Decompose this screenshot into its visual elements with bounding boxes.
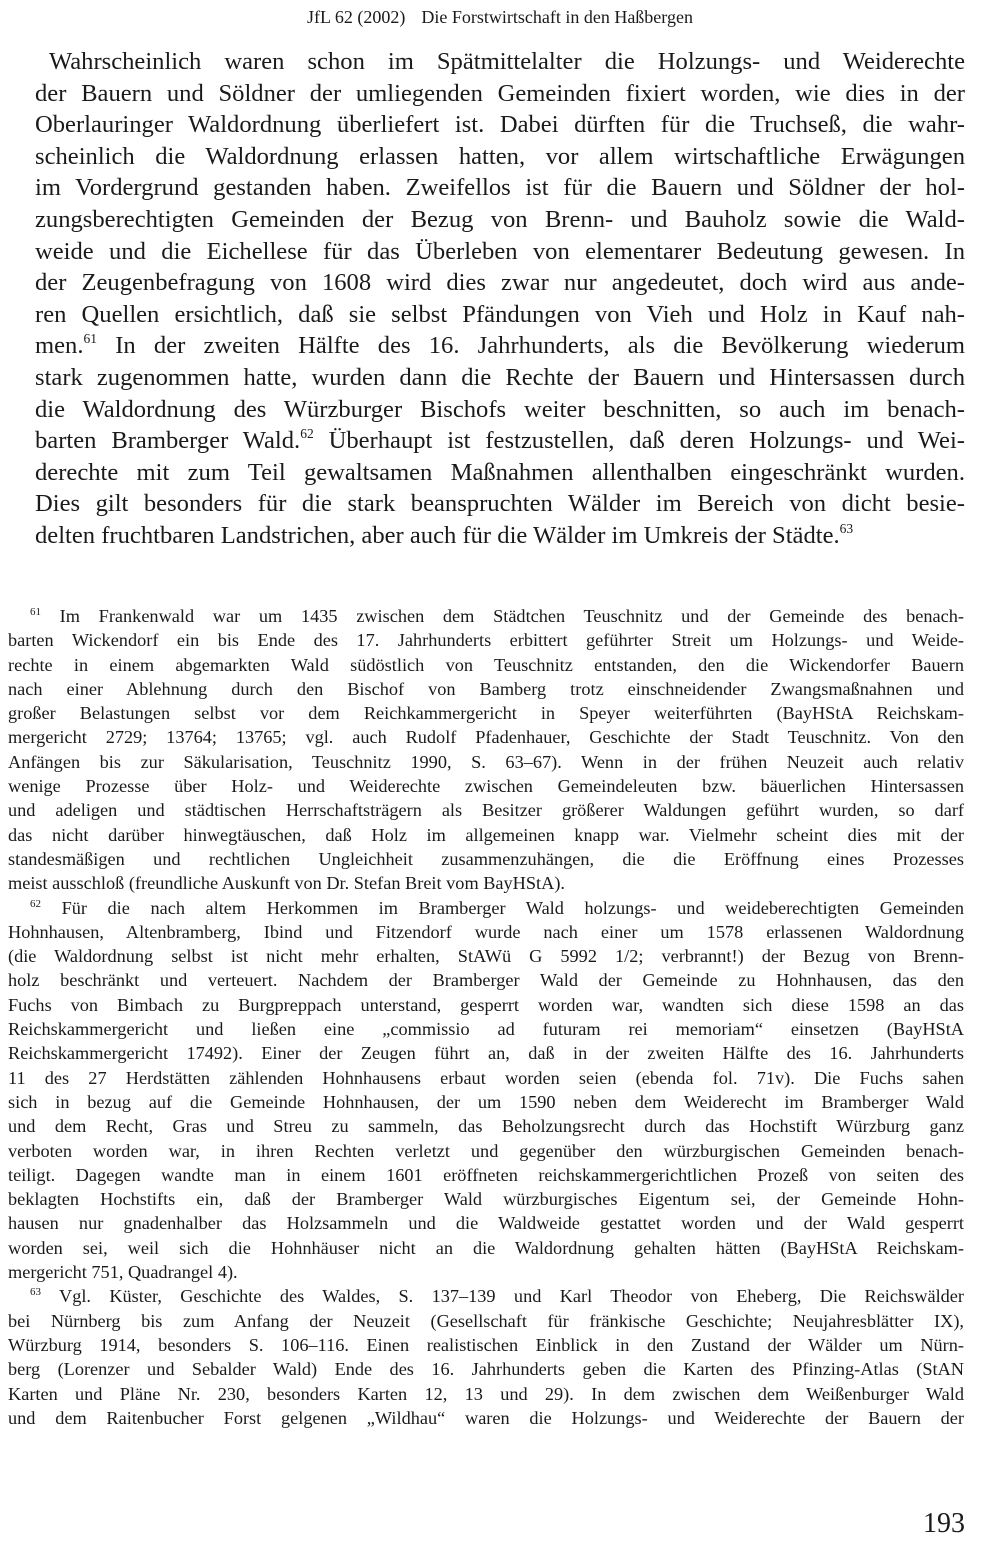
- footnote-line: [8, 1284, 964, 1308]
- body-line: Dies gilt besonders für die stark beanspruchten Wälder im Bereich von dicht besie-: [35, 490, 965, 518]
- footnote-line: wenige Prozesse über Holz- und Weiderechte zwischen Gemeindeleuten bzw. bäuerlichen Hintersassen: [8, 776, 964, 797]
- running-header: [0, 6, 1000, 28]
- footnote-line: mergericht 751, Quadrangel 4).: [8, 1262, 238, 1283]
- footnote-line: meist ausschloß (freundliche Auskunft von Dr. Stefan Breit vom BayHStA).: [8, 873, 565, 894]
- footnote-line: sich in bezug auf die Gemeinde Hohnhausen, der um 1590 neben dem Weiderecht im Bramberger Wald: [8, 1091, 964, 1112]
- body-line: Wahrscheinlich waren schon im Spätmittelalter die Holzungs- und Weiderechte: [49, 48, 965, 75]
- footnote-line: und adeligen und städtischen Herrschaftsträgern als Besitzer größerer Waldungen geführt wurden, so darf: [8, 800, 964, 821]
- body-line: im Vordergrund gestanden haben. Zweifellos ist für die Bauern und Söldner der hol-: [35, 174, 965, 202]
- body-line: stark zugenommen hatte, wurden dann die Rechte der Bauern und Hintersassen durch: [35, 363, 965, 391]
- footnote-line: Würzburg 1914, besonders S. 106–116. Einen realistischen Einblick in den Zustand der Wälder um Nürn-: [8, 1334, 964, 1355]
- footnote-line: hausen nur gnadenhalber das Holzsammeln und die Waldweide gestattet worden und der Wald gesperrt: [8, 1213, 964, 1234]
- footnote-text: Vgl. Küster, Geschichte des Waldes, S. 137–139 und Karl Theodor von Eheberg, Die Reichswälder: [59, 1286, 964, 1307]
- footnote-ref[interactable]: 61: [83, 331, 98, 347]
- footnote-line: Anfängen bis zur Säkularisation, Teuschnitz 1990, S. 63–67). Wenn in der frühen Neuzeit auch relativ: [8, 751, 964, 772]
- footnote-line: das nicht darüber hinwegtäuschen, daß Holz im allgemeinen knapp war. Vielmehr scheint dies mit der: [8, 824, 964, 845]
- footnote-line: [8, 896, 964, 920]
- body-line: [35, 330, 965, 362]
- footnote-line: Hohnhausen, Altenbramberg, Ibind und Fitzendorf wurde nach einer um 1578 erlassenen Waldordnung: [8, 921, 964, 942]
- footnote-line: [8, 604, 964, 628]
- body-line: derechte mit zum Teil gewaltsamen Maßnahmen allenthalben eingeschränkt wurden.: [35, 458, 965, 486]
- body-text: men.: [35, 332, 84, 360]
- footnote-text: Für die nach altem Herkommen im Bramberger Wald holzungs- und weideberechtigten Gemeinden: [61, 897, 965, 918]
- footnote-line: Fuchs von Bimbach zu Burgpreppach unterstand, gesperrt worden war, wandten sich diese 1598 an das: [8, 994, 964, 1015]
- body-line: scheinlich die Waldordnung erlassen hatten, vor allem wirtschaftliche Erwägungen: [35, 142, 965, 170]
- footnote-line: (die Waldordnung selbst ist nicht mehr erhalten, StAWü G 5992 1/2; verbrannt!) der Bezug von Brenn-: [8, 946, 964, 967]
- page-number: 193: [923, 1508, 965, 1539]
- footnote-number: 63: [30, 1286, 41, 1299]
- footnote-line: 11 des 27 Herdstätten zählenden Hohnhausens erbaut worden seien (ebenda fol. 71v). Die Fuchs sahen: [8, 1067, 964, 1088]
- journal-citation: JfL 62 (2002): [307, 7, 406, 27]
- body-text: Überhaupt ist festzustellen, daß deren Holzungs- und Wei-: [328, 427, 965, 455]
- footnote-line: nach einer Ablehnung durch den Bischof von Bamberg trotz einschneidender Zwangsmaßnahnen und: [8, 678, 964, 699]
- footnote-ref[interactable]: 63: [839, 520, 854, 536]
- footnote-line: mergericht 2729; 13764; 13765; vgl. auch Rudolf Pfadenhauer, Geschichte der Stadt Teuschnitz. Von den: [8, 727, 964, 748]
- body-line: zungsberechtigten Gemeinden der Bezug von Brenn- und Bauholz sowie die Wald-: [35, 205, 965, 233]
- footnote-line: und dem Recht, Gras und Streu zu sammeln, das Beholzungsrecht durch das Hochstift Würzburg ganz: [8, 1116, 964, 1137]
- body-line: der Zeugenbefragung von 1608 wird dies zwar nur angedeutet, doch wird aus ande-: [35, 269, 965, 297]
- body-line: weide und die Eichellese für das Überleben von elementarer Bedeutung gewesen. In: [35, 237, 965, 265]
- footnote-line: bei Nürnberg bis zum Anfang der Neuzeit (Gesellschaft für fränkische Geschichte; Neujahresblätter IX),: [8, 1310, 964, 1331]
- footnote-line: Reichskammergericht und ließen eine „commissio ad futuram rei memoriam“ einsetzen (BayHStA: [8, 1019, 964, 1040]
- main-paragraph: [35, 46, 965, 552]
- body-line: Oberlauringer Waldordnung überliefert ist. Dabei dürften für die Truchseß, die wahr-: [35, 111, 965, 139]
- footnote-ref[interactable]: 62: [300, 425, 314, 441]
- footnote-line: rechte in einem abgemarkten Wald südöstlich von Teuschnitz entstanden, den die Wickendorfer Bauern: [8, 654, 964, 675]
- body-line: der Bauern und Söldner der umliegenden Gemeinden fixiert worden, wie dies in der: [35, 79, 965, 107]
- footnotes: [8, 604, 964, 1430]
- body-text: delten fruchtbaren Landstrichen, aber auch für die Wälder im Umkreis der Städte.: [35, 521, 840, 549]
- body-line: ren Quellen ersichtlich, daß sie selbst Pfändungen von Vieh und Holz in Kauf nah-: [35, 300, 965, 328]
- footnote-line: verboten worden war, in ihren Rechten verletzt und gegenüber den würzburgischen Gemeinden benach-: [8, 1140, 964, 1161]
- footnote-number: 62: [30, 897, 41, 910]
- body-text: barten Bramberger Wald.: [35, 427, 301, 455]
- footnote-line: standesmäßigen und rechtlichen Ungleichheit zusammenzuhängen, die die Eröffnung eines Prozesses: [8, 848, 964, 869]
- footnote-line: und dem Raitenbucher Forst gelgenen „Wildhau“ waren die Holzungs- und Weiderechte der Bauern der: [8, 1407, 964, 1428]
- body-line: [35, 520, 965, 552]
- footnote-line: Reichskammergericht 17492). Einer der Zeugen führt an, daß in der zweiten Hälfte des 16. Jahrhunderts: [8, 1043, 964, 1064]
- footnote-line: beklagten Hochstifts ein, daß der Bramberger Wald würzburgisches Eigentum sei, der Gemeinde Hohn-: [8, 1189, 964, 1210]
- footnote-number: 61: [30, 605, 41, 618]
- body-line: [35, 425, 965, 457]
- body-text: In der zweiten Hälfte des 16. Jahrhunderts, als die Bevölkerung wiederum: [115, 332, 965, 360]
- footnote-line: teiligt. Dagegen wandte man in einem 1601 eröffneten reichskammergerichtlichen Prozeß von seiten des: [8, 1164, 964, 1185]
- body-line: die Waldordnung des Würzburger Bischofs weiter beschnitten, so auch im benach-: [35, 395, 965, 423]
- chapter-title: Die Forstwirtschaft in den Haßbergen: [421, 7, 693, 27]
- footnote-line: holz beschränkt und verteuert. Nachdem der Bramberger Wald der Gemeinde zu Hohnhausen, das den: [8, 970, 964, 991]
- footnote-line: worden sei, weil sich die Hohnhäuser nicht an die Waldordnung gehalten hätten (BayHStA Reichskam-: [8, 1237, 964, 1258]
- footnote-text: Im Frankenwald war um 1435 zwischen dem Städtchen Teuschnitz und der Gemeinde des benach-: [59, 606, 965, 626]
- footnote-line: berg (Lorenzer und Sebalder Wald) Ende des 16. Jahrhunderts geben die Karten des Pfinzing-Atlas (StAN: [8, 1359, 964, 1380]
- footnote-line: Karten und Pläne Nr. 230, besonders Karten 12, 13 und 29). In dem zwischen dem Weißenburger Wald: [8, 1383, 964, 1404]
- footnote-line: großer Belastungen selbst vor dem Reichkammergericht in Speyer weiterführten (BayHStA Reichskam-: [8, 703, 964, 724]
- footnote-line: barten Wickendorf ein bis Ende des 17. Jahrhunderts erbittert geführter Streit um Holzungs- und Weide-: [8, 630, 964, 651]
